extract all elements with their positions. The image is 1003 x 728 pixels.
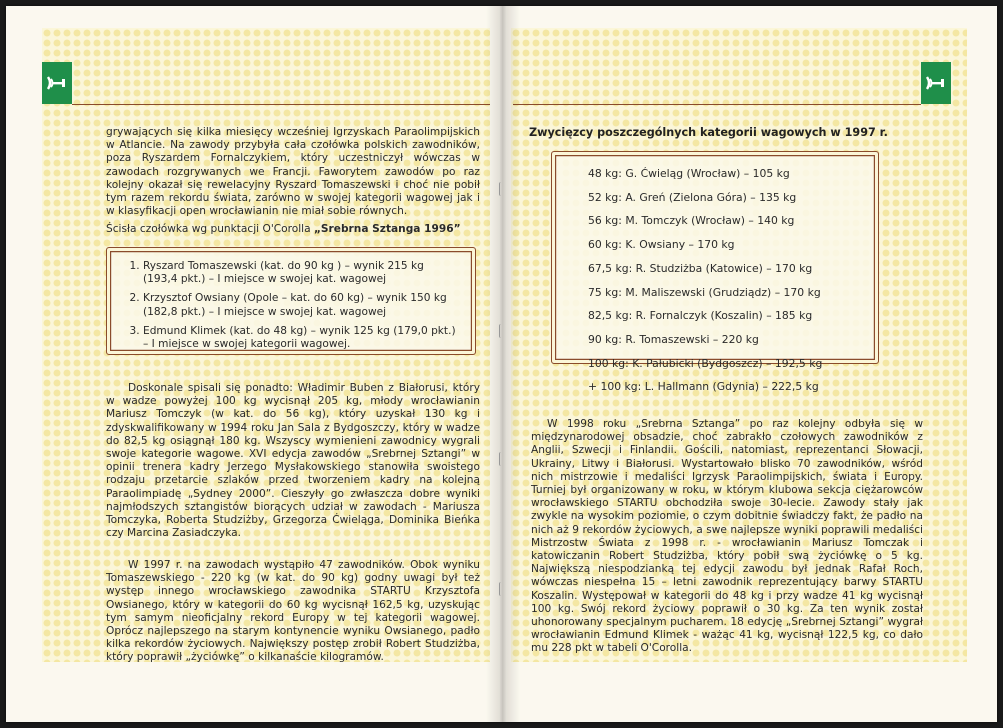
winner-item: 100 kg: K. Pałubicki (Bydgoszcz) – 192,5 kg (588, 356, 823, 370)
ranking-list (107, 260, 461, 351)
paragraph-1998-text: W 1998 roku „Srebrna Sztanga” po raz kolejny odbyła się w międzynarodowej obsadzie, choć zabrakło czołowych zawodników z Anglii, Szwecji i Finlandii. Gościli, natomiast, reprezentanci Słowacji, Ukrainy, Litwy i Białorusi. Wystartowało blisko 70 zawodników, wśród nich mistrzowie i medaliści Igrzysk Paraolimpijskich, świata i Europy. Turniej był organizowany w roku, w którym klubowa sekcja ciężarowców wrocławskiego STARTU obchodziła swoje 30-lecie. Zawody stały jak zwykle na wysokim poziomie, o czym dobitnie świadczy fakt, że padło na nich aż 9 rekordów życiowych, a swe najlepsze wyniki poprawili medaliści Mistrzostw Świata z 1998 r. - wrocławianin Mariusz Tomczak i katowiczanin Robert Studziżba, który pobił swą życiówkę o 5 kg. Największą niespodzianką tej edycji zawodu był jednak Rafał Roch, wówczas niespełna 15 – letni zawodnik reprezentujący barwy STARTU Koszalin. Występował w kategorii do 48 kg i przy wadze 41 kg wycisnął 100 kg. Swój rekord życiowy poprawił o 30 kg. Za ten wynik został uhonorowany specjalnym pucharem. 18 edycję „Srebrnej Sztangi” wygrał wrocławianin Edmund Klimek - ważąc 41 kg, wycisnął 122,5 kg, co dało mu 228 pkt w tabeli O'Corolla. (531, 418, 923, 655)
winner-item: + 100 kg: L. Hallmann (Gdynia) – 222,5 kg (588, 380, 819, 394)
barbell-logo-icon (46, 74, 68, 92)
winner-item: 48 kg: G. Ćwieląg (Wrocław) – 105 kg (588, 167, 790, 180)
winner-item: 67,5 kg: R. Studziżba (Katowice) – 170 kg (588, 261, 813, 275)
paragraph-3 (106, 559, 480, 665)
paragraph-2 (106, 382, 480, 540)
barbell-logo-icon (925, 74, 947, 92)
winner-item: 56 kg: M. Tomczyk (Wrocław) – 140 kg (588, 214, 795, 228)
left-page (6, 6, 500, 722)
book-spread (6, 6, 997, 722)
paragraph-1998 (531, 418, 923, 656)
winner-item: 60 kg: K. Owsiany – 170 kg (588, 238, 735, 252)
ranking-item: 3. Edmund Klimek (kat. do 48 kg) – wynik 125 kg (179,0 pkt.) – I miejsce w swojej kategorii wagowej. (143, 325, 461, 351)
binding-stitch (499, 182, 504, 196)
winners-list (588, 162, 878, 399)
winner-item: 90 kg: R. Tomaszewski – 220 kg (588, 332, 759, 346)
winner-item: 75 kg: M. Maliszewski (Grudziądz) – 170 kg (588, 285, 821, 299)
winners-box (551, 151, 879, 394)
book-gutter (486, 6, 520, 722)
section-tab (42, 62, 72, 104)
ranking-intro-title: „Srebrna Sztanga 1996” (313, 223, 461, 235)
right-page (503, 6, 997, 722)
binding-stitch (499, 324, 504, 338)
winner-item: 82,5 kg: R. Fornalczyk (Koszalin) – 185 kg (588, 309, 813, 323)
ranking-intro (106, 223, 480, 236)
ranking-item: 1. Ryszard Tomaszewski (kat. do 90 kg ) – wynik 215 kg (193,4 pkt.) – I miejsce w swojej kat. wagowej (143, 260, 461, 286)
header-rule-right (513, 104, 921, 105)
paragraph-3-text: W 1997 r. na zawodach wystąpiło 47 zawodników. Obok wyniku Tomaszewskiego - 220 kg (w kat. do 90 kg) godny uwagi był też występ innego wrocławskiego zawodnika STARTU Krzysztofa Owsianego, który w kategorii do 60 kg wycisnął 162,5 kg, uzyskując tym samym nieoficjalny rekord Europy w tej kategorii wagowej. Oprócz najlepszego na starym kontynencie wyniku Owsianego, padło kilka rekordów życiowych. Największy postęp zrobił Robert Studziżba, który poprawił „życiówkę” o kilkanaście kilogramów. (106, 559, 480, 664)
intro-paragraph (106, 126, 480, 218)
winner-item: 52 kg: A. Greń (Zielona Góra) – 135 kg (588, 190, 797, 204)
section-tab-right (921, 62, 951, 104)
binding-stitch (499, 452, 504, 466)
header-rule (72, 104, 490, 105)
ranking-intro-text: Ścisła czołówka wg punktacji O'Corolla (106, 223, 314, 235)
winners-title: Zwycięzcy poszczególnych kategorii wagowych w 1997 r. (529, 126, 888, 139)
intro-text: grywających się kilka miesięcy wcześniej Igrzyskach Paraolimpijskich w Atlancie. Na zawody przybyła cała czołówka polskich zawodników, poza Ryszardem Fornalczykiem, który uczestniczył wówczas w zawodach rozgrywanych we Francji. Faworytem zawodów po raz kolejny okazał się rewelacyjny Ryszard Tomaszewski i choć nie pobił tym razem rekordu świata, zarówno w swojej kategorii wagowej jak i w klasyfikacji open wrocławianin nie miał sobie równych. (106, 126, 480, 218)
ranking-item: 2. Krzysztof Owsiany (Opole – kat. do 60 kg) – wynik 150 kg (182,8 pkt.) – I miejsce w swojej kat. wagowej (143, 292, 461, 318)
ranking-box (106, 247, 476, 355)
paragraph-2-text: Doskonale spisali się ponadto: Władimir Buben z Białorusi, który w wadze powyżej 100 kg wycisnął 205 kg, młody wrocławianin Mariusz Tomczyk (w kat. do 56 kg), który uzyskał 130 kg i zdyskwalifikowany w 1994 roku Jan Sala z Bydgoszczy, który w wadze do 82,5 kg osiągnął 180 kg. Wszyscy wymienieni zawodnicy wygrali swoje kategorie wagowe. XVI edycja zawodów „Srebrnej Sztangi” w opinii trenera kadry Jerzego Mysłakowskiego stanowiła swoistego rodzaju przetarcie szlaków przed tworzeniem kadry na kolejną Paraolimpiadę „Sydney 2000”. Cieszyły go zwłaszcza dobre wyniki najmłodszych sztangistów biorących udział w zawodach - Mariusza Tomczyka, Roberta Studziżby, Grzegorza Ćwieląga, Dominika Bieńka czy Marcina Zasiadczyka. (106, 382, 480, 540)
binding-stitch (499, 582, 504, 596)
